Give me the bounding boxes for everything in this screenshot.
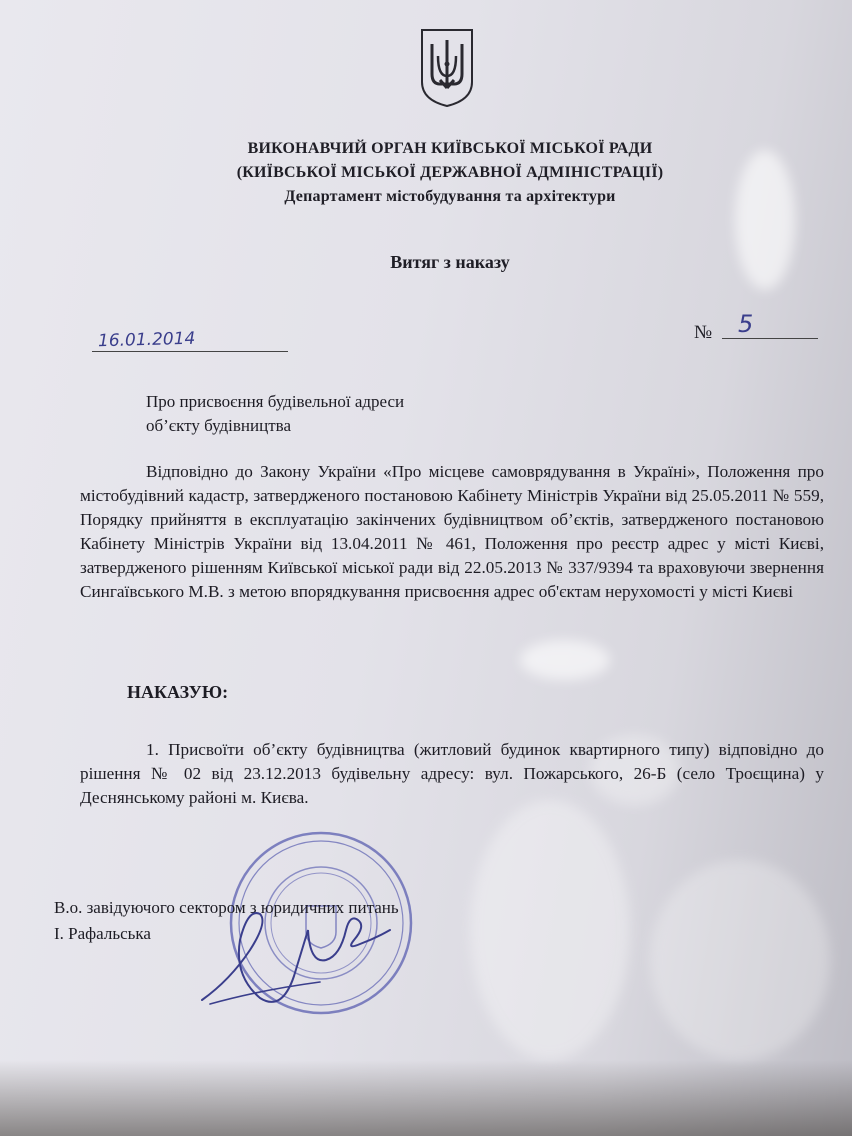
glare-spot xyxy=(520,640,610,680)
glare-spot xyxy=(650,860,830,1060)
order-heading: НАКАЗУЮ: xyxy=(127,682,229,702)
header-line-3: Департамент містобудування та архітектури xyxy=(284,188,616,205)
header-line-1: ВИКОНАВЧИЙ ОРГАН КИЇВСЬКОЇ МІСЬКОЇ РАДИ xyxy=(247,140,653,157)
date-underline xyxy=(92,351,288,352)
signatory-position: В.о. завідуючого сектором з юридичних питань xyxy=(54,898,399,917)
subject-line-2: об’єкту будівництва xyxy=(146,416,291,435)
bottom-shadow xyxy=(0,1060,852,1136)
signatory-name: І. Рафальська xyxy=(54,924,151,943)
order-item-1: 1. Присвоїти об’єкту будівництва (житловий будинок квартирного типу) відповідно до рішення № 02 від 23.12.2013 будівельну адресу: вул. Пожарського, 26-Б (село Троєщина) у Деснянському районі м. Києва. xyxy=(80,740,824,807)
preamble-text: Відповідно до Закону України «Про місцеве самоврядування в Україні», Положення про містобудівний кадастр, затвердженого постановою Кабінету Міністрів України від 25.05.2011 № 559, Порядку прийняття в експлуатацію закінчених будівництвом об’єктів, затвердженого постановою Кабінету Міністрів України від 13.04.2011 № 461, Положення про реєстр адрес у місті Києві, затвердженого рішенням Київської міської ради від 22.05.2013 № 337/9394 та враховуючи звернення Сингаївського М.В. з метою впорядкування присвоєння адрес об'єктам нерухомості у місті Києві xyxy=(80,462,824,601)
order-item-paragraph xyxy=(80,738,824,810)
trident-coat-of-arms-icon xyxy=(418,26,476,108)
handwritten-date: 16.01.2014 xyxy=(97,328,196,352)
number-underline xyxy=(722,338,818,339)
handwritten-number: 5 xyxy=(738,310,754,338)
preamble-paragraph xyxy=(80,460,824,604)
subject-line-1: Про присвоєння будівельної адреси xyxy=(146,392,405,411)
glare-spot xyxy=(470,800,630,1060)
handwritten-signature xyxy=(190,880,420,1020)
document-title: Витяг з наказу xyxy=(390,252,510,272)
number-label: № xyxy=(694,322,713,343)
header-line-2: (КИЇВСЬКОЇ МІСЬКОЇ ДЕРЖАВНОЇ АДМІНІСТРАЦІЇ) xyxy=(236,164,664,181)
